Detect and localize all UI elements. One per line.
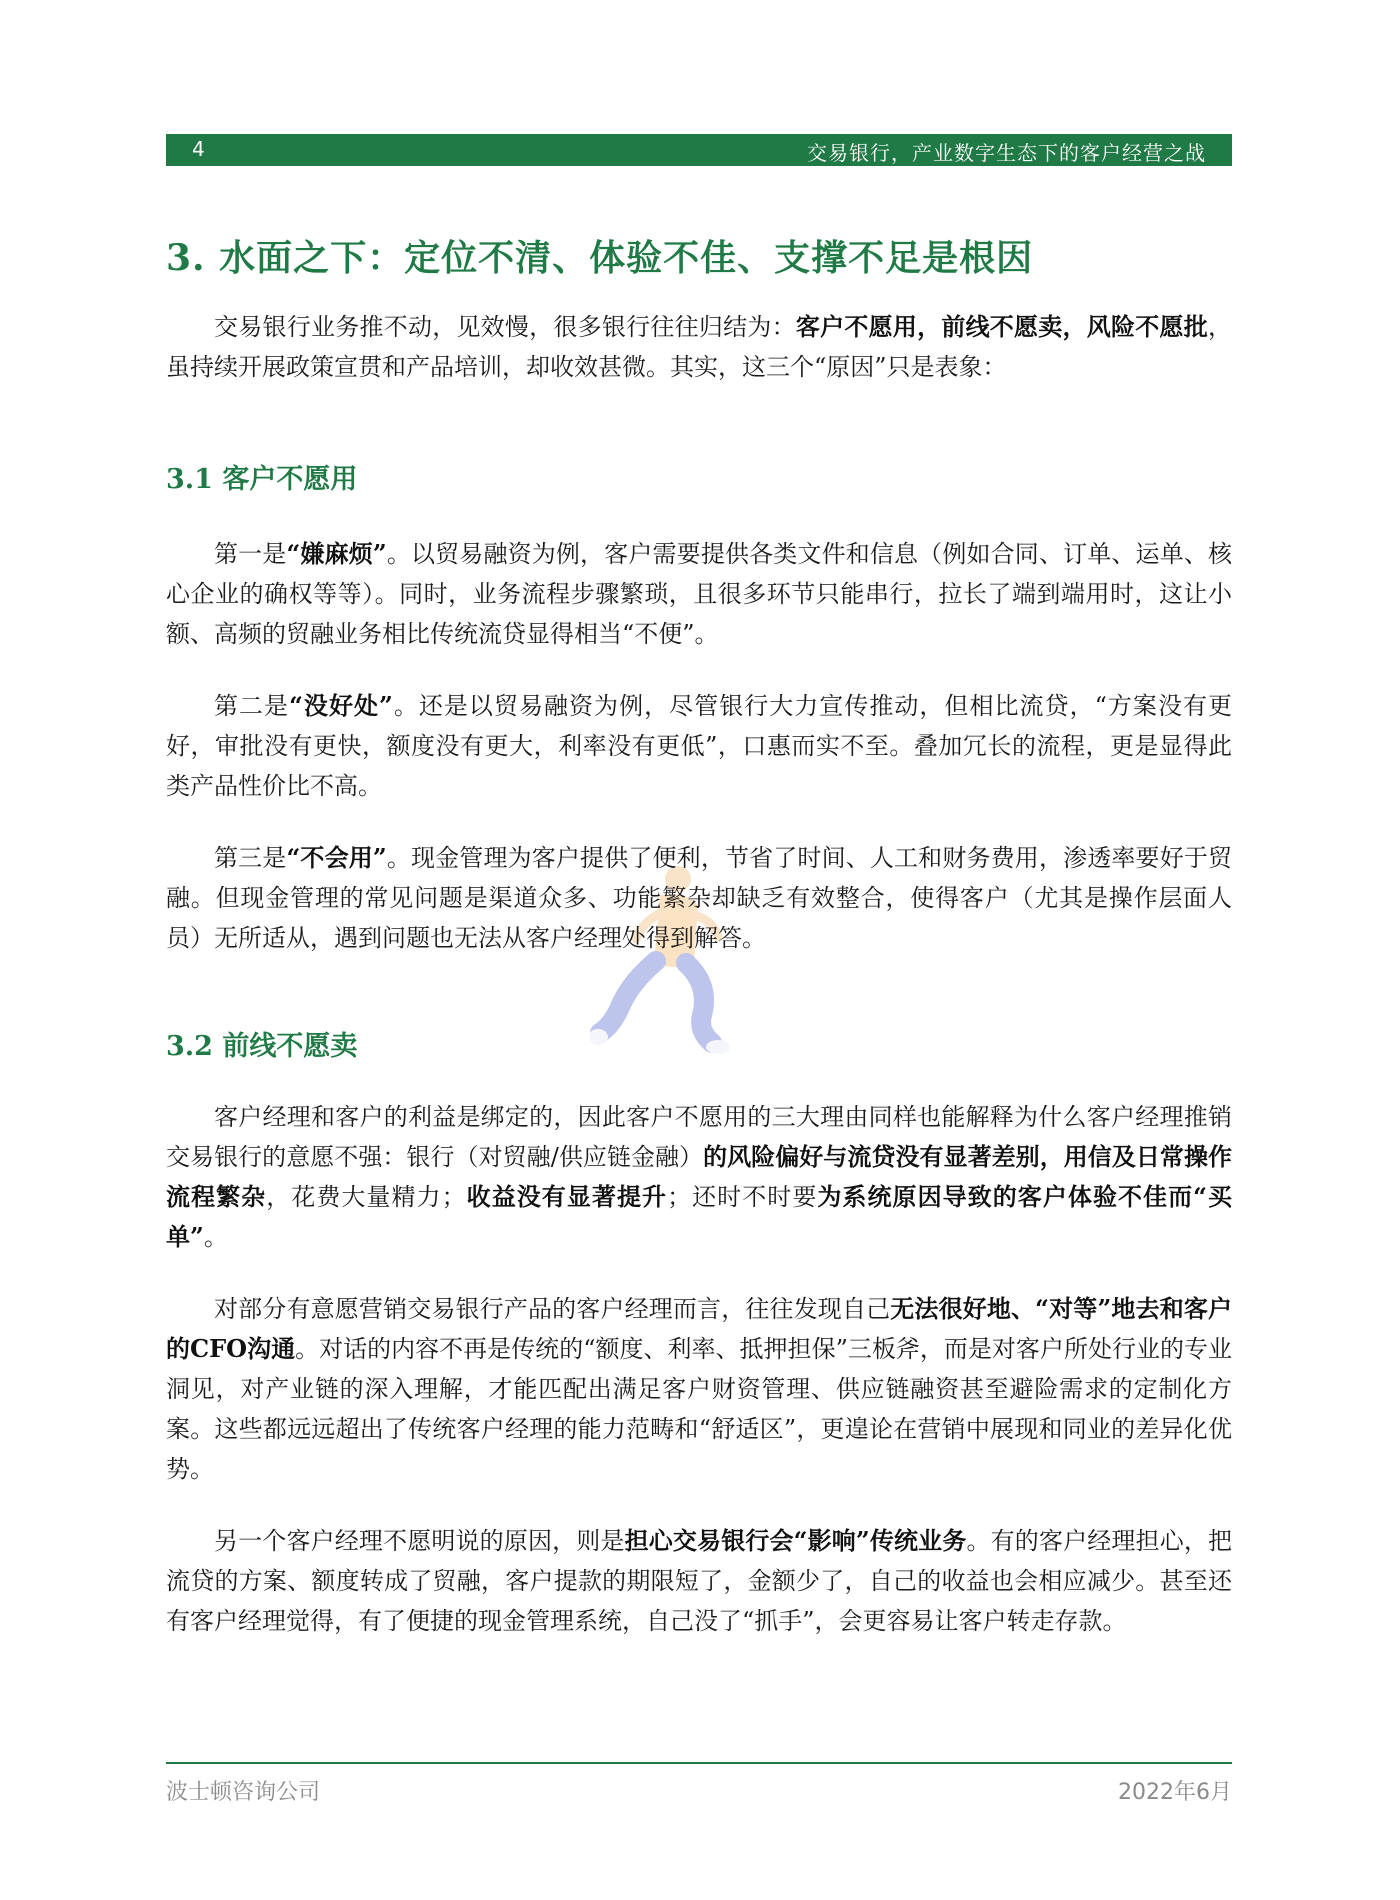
footer-company: 波士顿咨询公司 [166, 1780, 321, 1805]
bold-text: 无法很好地、“对等”地去和客户的CFO沟通 [166, 1294, 1233, 1363]
subsection-title-3-2: 3.2 前线不愿卖 [166, 1031, 358, 1062]
intro-bold: 客户不愿用，前线不愿卖，风险不愿批 [795, 312, 1209, 341]
intro-text: ，虽持续开展政策宣贯和产品培训，却收效甚微。其实，这三个“原因”只是表象： [166, 313, 1233, 381]
text: 。还是以贸易融资为例，尽管银行大力宣传推动，但相比流贷，“方案没有更好，审批没有更快，额度没有更大，利率没有更低”，口惠而实不至。叠加冗长的流程，更是显得此类产品性价比不高。 [166, 692, 1232, 800]
text: 另一个客户经理不愿明说的原因，则是 [214, 1527, 625, 1555]
text: 第二是 [214, 692, 290, 720]
bold-text: 为系统原因导致的客户体验不佳而“买单” [166, 1182, 1233, 1251]
main-content [166, 230, 1232, 1641]
intro-paragraph [166, 307, 1232, 387]
paragraph [166, 686, 1232, 806]
paragraph [166, 1521, 1232, 1641]
section-title: 3. 水面之下：定位不清、体验不佳、支撑不足是根因 [166, 237, 1034, 279]
text: 第三是 [214, 844, 287, 872]
header-bar [166, 134, 1232, 166]
paragraph [166, 1097, 1232, 1257]
text: 。以贸易融资为例，客户需要提供各类文件和信息（例如合同、订单、运单、核心企业的确权等等）。同时，业务流程步骤繁琐，且很多环节只能串行，拉长了端到端用时，这让小额、高频的贸融业务相比传统流贷显得相当“不便”。 [166, 540, 1233, 648]
subsection-title-3-1: 3.1 客户不愿用 [166, 464, 358, 495]
text: 。 [203, 1223, 228, 1251]
intro-text: 交易银行业务推不动，见效慢，很多银行往往归结为： [214, 313, 796, 341]
bold-text: 担心交易银行会“影响”传统业务 [624, 1526, 967, 1555]
text: 。有的客户经理担心，把流贷的方案、额度转成了贸融，客户提款的期限短了，金额少了，自己的收益也会相应减少。甚至还有客户经理觉得，有了便捷的现金管理系统，自己没了“抓手”，会更容易让客户转走存款。 [166, 1527, 1233, 1635]
text: 第一是 [214, 540, 287, 568]
text: 对部分有意愿营销交易银行产品的客户经理而言，往往发现自己 [214, 1295, 891, 1323]
text: ，花费大量精力； [266, 1183, 466, 1211]
text: 。现金管理为客户提供了便利，节省了时间、人工和财务费用，渗透率要好于贸融。但现金管理的常见问题是渠道众多、功能繁杂却缺乏有效整合，使得客户（尤其是操作层面人员）无所适从，遇到问题也无法从客户经理处得到解答。 [166, 844, 1233, 952]
page-number: 4 [192, 137, 205, 161]
footer-date: 2022年6月 [1118, 1780, 1232, 1805]
bold-text: “没好处” [289, 691, 393, 720]
bold-text: 收益没有显著提升 [465, 1182, 668, 1211]
paragraph [166, 838, 1232, 958]
text: 。对话的内容不再是传统的“额度、利率、抵押担保”三板斧，而是对客户所处行业的专业洞见，对产业链的深入理解，才能匹配出满足客户财资管理、供应链融资甚至避险需求的定制化方案。这些都远远超出了传统客户经理的能力范畴和“舒适区”，更遑论在营销中展现和同业的差异化优势。 [166, 1335, 1232, 1483]
footer-divider [166, 1762, 1232, 1764]
bold-text: 的风险偏好与流贷没有显著差别，用信及日常操作流程繁杂 [166, 1142, 1233, 1211]
bold-text: “嫌麻烦” [286, 539, 387, 568]
header-title: 交易银行，产业数字生态下的客户经营之战 [807, 141, 1206, 165]
text: 客户经理和客户的利益是绑定的，因此客户不愿用的三大理由同样也能解释为什么客户经理推销交易银行的意愿不强：银行（对贸融/供应链金融） [166, 1103, 1232, 1171]
bold-text: “不会用” [286, 843, 387, 872]
text: ；还时不时要 [667, 1183, 818, 1211]
paragraph [166, 1289, 1232, 1489]
paragraph [166, 534, 1232, 654]
